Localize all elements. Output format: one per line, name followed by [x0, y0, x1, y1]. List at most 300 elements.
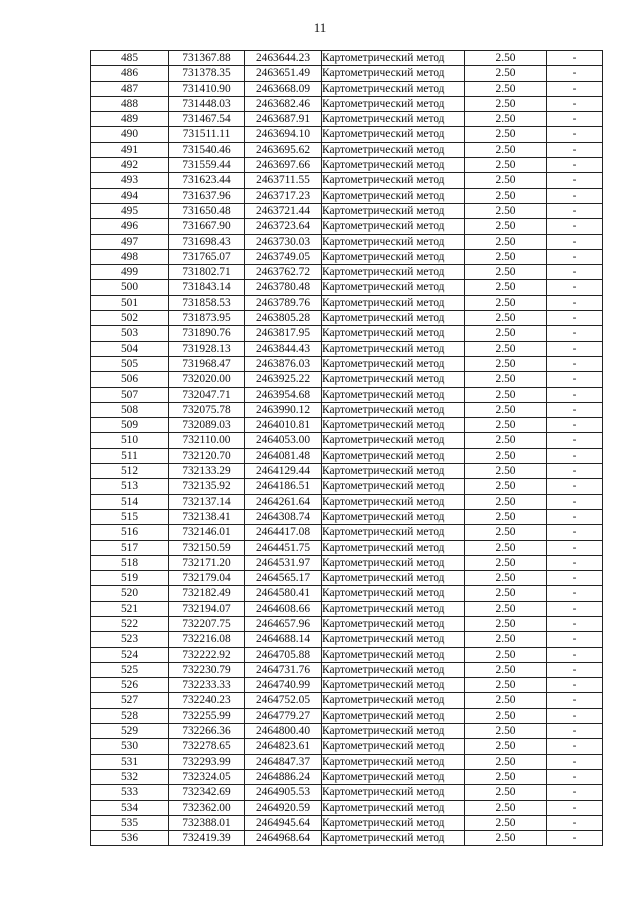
description-cell: - [547, 647, 603, 662]
x-coordinate-cell: 731540.46 [169, 142, 245, 157]
table-row [91, 785, 603, 800]
description-cell: - [547, 112, 603, 127]
table-row [91, 815, 603, 830]
table-row [91, 234, 603, 249]
accuracy-cell: 2.50 [465, 509, 547, 524]
y-coordinate-cell: 2464968.64 [245, 831, 322, 846]
table-row [91, 479, 603, 494]
description-cell: - [547, 601, 603, 616]
accuracy-cell: 2.50 [465, 66, 547, 81]
point-number-cell: 487 [91, 81, 169, 96]
table-row [91, 203, 603, 218]
point-number-cell: 493 [91, 173, 169, 188]
table-row [91, 127, 603, 142]
y-coordinate-cell: 2463687.91 [245, 112, 322, 127]
method-cell: Картометрический метод [322, 632, 465, 647]
point-number-cell: 508 [91, 402, 169, 417]
table-row [91, 800, 603, 815]
point-number-cell: 525 [91, 662, 169, 677]
x-coordinate-cell: 732278.65 [169, 739, 245, 754]
table-row [91, 724, 603, 739]
description-cell: - [547, 127, 603, 142]
method-cell: Картометрический метод [322, 265, 465, 280]
accuracy-cell: 2.50 [465, 326, 547, 341]
method-cell: Картометрический метод [322, 831, 465, 846]
x-coordinate-cell: 731559.44 [169, 158, 245, 173]
table-row [91, 678, 603, 693]
description-cell: - [547, 387, 603, 402]
accuracy-cell: 2.50 [465, 341, 547, 356]
table-row [91, 831, 603, 846]
x-coordinate-cell: 732075.78 [169, 402, 245, 417]
accuracy-cell: 2.50 [465, 586, 547, 601]
y-coordinate-cell: 2463723.64 [245, 219, 322, 234]
method-cell: Картометрический метод [322, 326, 465, 341]
y-coordinate-cell: 2464608.66 [245, 601, 322, 616]
y-coordinate-cell: 2464920.59 [245, 800, 322, 815]
accuracy-cell: 2.50 [465, 540, 547, 555]
x-coordinate-cell: 732182.49 [169, 586, 245, 601]
table-row [91, 66, 603, 81]
description-cell: - [547, 525, 603, 540]
method-cell: Картометрический метод [322, 142, 465, 157]
accuracy-cell: 2.50 [465, 693, 547, 708]
point-number-cell: 527 [91, 693, 169, 708]
y-coordinate-cell: 2464945.64 [245, 815, 322, 830]
x-coordinate-cell: 731410.90 [169, 81, 245, 96]
x-coordinate-cell: 731698.43 [169, 234, 245, 249]
y-coordinate-cell: 2463789.76 [245, 295, 322, 310]
description-cell: - [547, 571, 603, 586]
description-cell: - [547, 616, 603, 631]
x-coordinate-cell: 731367.88 [169, 51, 245, 66]
y-coordinate-cell: 2463954.68 [245, 387, 322, 402]
point-number-cell: 516 [91, 525, 169, 540]
description-cell: - [547, 51, 603, 66]
method-cell: Картометрический метод [322, 724, 465, 739]
table-row [91, 387, 603, 402]
accuracy-cell: 2.50 [465, 372, 547, 387]
y-coordinate-cell: 2464417.08 [245, 525, 322, 540]
method-cell: Картометрический метод [322, 188, 465, 203]
description-cell: - [547, 754, 603, 769]
accuracy-cell: 2.50 [465, 127, 547, 142]
point-number-cell: 511 [91, 448, 169, 463]
table-row [91, 51, 603, 66]
x-coordinate-cell: 731765.07 [169, 249, 245, 264]
x-coordinate-cell: 732293.99 [169, 754, 245, 769]
point-number-cell: 536 [91, 831, 169, 846]
x-coordinate-cell: 731511.11 [169, 127, 245, 142]
description-cell: - [547, 203, 603, 218]
accuracy-cell: 2.50 [465, 678, 547, 693]
method-cell: Картометрический метод [322, 311, 465, 326]
point-number-cell: 502 [91, 311, 169, 326]
accuracy-cell: 2.50 [465, 555, 547, 570]
method-cell: Картометрический метод [322, 372, 465, 387]
description-cell: - [547, 418, 603, 433]
y-coordinate-cell: 2463730.03 [245, 234, 322, 249]
x-coordinate-cell: 732150.59 [169, 540, 245, 555]
table-row [91, 769, 603, 784]
description-cell: - [547, 448, 603, 463]
description-cell: - [547, 311, 603, 326]
y-coordinate-cell: 2464565.17 [245, 571, 322, 586]
method-cell: Картометрический метод [322, 494, 465, 509]
table-row [91, 295, 603, 310]
description-cell: - [547, 249, 603, 264]
point-number-cell: 526 [91, 678, 169, 693]
accuracy-cell: 2.50 [465, 831, 547, 846]
x-coordinate-cell: 731928.13 [169, 341, 245, 356]
accuracy-cell: 2.50 [465, 647, 547, 662]
table-row [91, 280, 603, 295]
x-coordinate-cell: 731890.76 [169, 326, 245, 341]
accuracy-cell: 2.50 [465, 387, 547, 402]
method-cell: Картометрический метод [322, 479, 465, 494]
accuracy-cell: 2.50 [465, 142, 547, 157]
point-number-cell: 509 [91, 418, 169, 433]
description-cell: - [547, 464, 603, 479]
table-row [91, 647, 603, 662]
accuracy-cell: 2.50 [465, 739, 547, 754]
accuracy-cell: 2.50 [465, 188, 547, 203]
method-cell: Картометрический метод [322, 464, 465, 479]
x-coordinate-cell: 732342.69 [169, 785, 245, 800]
y-coordinate-cell: 2464731.76 [245, 662, 322, 677]
description-cell: - [547, 81, 603, 96]
method-cell: Картометрический метод [322, 356, 465, 371]
method-cell: Картометрический метод [322, 341, 465, 356]
x-coordinate-cell: 732089.03 [169, 418, 245, 433]
accuracy-cell: 2.50 [465, 754, 547, 769]
description-cell: - [547, 678, 603, 693]
accuracy-cell: 2.50 [465, 280, 547, 295]
point-number-cell: 506 [91, 372, 169, 387]
method-cell: Картометрический метод [322, 433, 465, 448]
point-number-cell: 522 [91, 616, 169, 631]
accuracy-cell: 2.50 [465, 525, 547, 540]
x-coordinate-cell: 731968.47 [169, 356, 245, 371]
method-cell: Картометрический метод [322, 555, 465, 570]
accuracy-cell: 2.50 [465, 173, 547, 188]
y-coordinate-cell: 2464308.74 [245, 509, 322, 524]
accuracy-cell: 2.50 [465, 311, 547, 326]
point-number-cell: 512 [91, 464, 169, 479]
table-row [91, 402, 603, 417]
description-cell: - [547, 785, 603, 800]
description-cell: - [547, 540, 603, 555]
point-number-cell: 500 [91, 280, 169, 295]
point-number-cell: 518 [91, 555, 169, 570]
accuracy-cell: 2.50 [465, 96, 547, 111]
table-row [91, 555, 603, 570]
point-number-cell: 514 [91, 494, 169, 509]
y-coordinate-cell: 2463721.44 [245, 203, 322, 218]
x-coordinate-cell: 731467.54 [169, 112, 245, 127]
description-cell: - [547, 280, 603, 295]
coordinates-table [90, 50, 603, 846]
table-row [91, 708, 603, 723]
table-row [91, 494, 603, 509]
x-coordinate-cell: 732146.01 [169, 525, 245, 540]
y-coordinate-cell: 2464740.99 [245, 678, 322, 693]
x-coordinate-cell: 732362.00 [169, 800, 245, 815]
y-coordinate-cell: 2463668.09 [245, 81, 322, 96]
x-coordinate-cell: 731623.44 [169, 173, 245, 188]
point-number-cell: 515 [91, 509, 169, 524]
method-cell: Картометрический метод [322, 127, 465, 142]
x-coordinate-cell: 732120.70 [169, 448, 245, 463]
y-coordinate-cell: 2463749.05 [245, 249, 322, 264]
point-number-cell: 503 [91, 326, 169, 341]
y-coordinate-cell: 2464657.96 [245, 616, 322, 631]
point-number-cell: 519 [91, 571, 169, 586]
point-number-cell: 485 [91, 51, 169, 66]
x-coordinate-cell: 732255.99 [169, 708, 245, 723]
method-cell: Картометрический метод [322, 295, 465, 310]
accuracy-cell: 2.50 [465, 571, 547, 586]
point-number-cell: 497 [91, 234, 169, 249]
accuracy-cell: 2.50 [465, 265, 547, 280]
point-number-cell: 494 [91, 188, 169, 203]
point-number-cell: 530 [91, 739, 169, 754]
x-coordinate-cell: 731843.14 [169, 280, 245, 295]
method-cell: Картометрический метод [322, 234, 465, 249]
x-coordinate-cell: 731802.71 [169, 265, 245, 280]
method-cell: Картометрический метод [322, 785, 465, 800]
x-coordinate-cell: 731637.96 [169, 188, 245, 203]
description-cell: - [547, 693, 603, 708]
accuracy-cell: 2.50 [465, 448, 547, 463]
description-cell: - [547, 295, 603, 310]
table-row [91, 662, 603, 677]
method-cell: Картометрический метод [322, 81, 465, 96]
description-cell: - [547, 234, 603, 249]
x-coordinate-cell: 732222.92 [169, 647, 245, 662]
x-coordinate-cell: 732324.05 [169, 769, 245, 784]
x-coordinate-cell: 732207.75 [169, 616, 245, 631]
method-cell: Картометрический метод [322, 158, 465, 173]
description-cell: - [547, 479, 603, 494]
description-cell: - [547, 815, 603, 830]
table-row [91, 372, 603, 387]
method-cell: Картометрический метод [322, 616, 465, 631]
y-coordinate-cell: 2464823.61 [245, 739, 322, 754]
accuracy-cell: 2.50 [465, 158, 547, 173]
accuracy-cell: 2.50 [465, 769, 547, 784]
point-number-cell: 504 [91, 341, 169, 356]
method-cell: Картометрический метод [322, 66, 465, 81]
method-cell: Картометрический метод [322, 662, 465, 677]
table-row [91, 158, 603, 173]
description-cell: - [547, 326, 603, 341]
method-cell: Картометрический метод [322, 678, 465, 693]
point-number-cell: 495 [91, 203, 169, 218]
method-cell: Картометрический метод [322, 800, 465, 815]
point-number-cell: 513 [91, 479, 169, 494]
point-number-cell: 501 [91, 295, 169, 310]
accuracy-cell: 2.50 [465, 800, 547, 815]
table-row [91, 265, 603, 280]
y-coordinate-cell: 2463805.28 [245, 311, 322, 326]
accuracy-cell: 2.50 [465, 219, 547, 234]
x-coordinate-cell: 732388.01 [169, 815, 245, 830]
point-number-cell: 488 [91, 96, 169, 111]
page-number: 11 [313, 20, 327, 35]
accuracy-cell: 2.50 [465, 51, 547, 66]
point-number-cell: 517 [91, 540, 169, 555]
y-coordinate-cell: 2464800.40 [245, 724, 322, 739]
method-cell: Картометрический метод [322, 96, 465, 111]
description-cell: - [547, 708, 603, 723]
point-number-cell: 528 [91, 708, 169, 723]
description-cell: - [547, 173, 603, 188]
x-coordinate-cell: 732047.71 [169, 387, 245, 402]
x-coordinate-cell: 731873.95 [169, 311, 245, 326]
x-coordinate-cell: 732110.00 [169, 433, 245, 448]
accuracy-cell: 2.50 [465, 402, 547, 417]
y-coordinate-cell: 2464129.44 [245, 464, 322, 479]
y-coordinate-cell: 2464186.51 [245, 479, 322, 494]
point-number-cell: 498 [91, 249, 169, 264]
method-cell: Картометрический метод [322, 754, 465, 769]
method-cell: Картометрический метод [322, 708, 465, 723]
table-row [91, 754, 603, 769]
description-cell: - [547, 265, 603, 280]
description-cell: - [547, 402, 603, 417]
y-coordinate-cell: 2463717.23 [245, 188, 322, 203]
y-coordinate-cell: 2464847.37 [245, 754, 322, 769]
method-cell: Картометрический метод [322, 693, 465, 708]
method-cell: Картометрический метод [322, 601, 465, 616]
table-row [91, 586, 603, 601]
point-number-cell: 534 [91, 800, 169, 815]
x-coordinate-cell: 731667.90 [169, 219, 245, 234]
table-row [91, 448, 603, 463]
accuracy-cell: 2.50 [465, 234, 547, 249]
point-number-cell: 520 [91, 586, 169, 601]
table-row [91, 142, 603, 157]
y-coordinate-cell: 2463844.43 [245, 341, 322, 356]
description-cell: - [547, 739, 603, 754]
description-cell: - [547, 341, 603, 356]
point-number-cell: 486 [91, 66, 169, 81]
accuracy-cell: 2.50 [465, 601, 547, 616]
point-number-cell: 521 [91, 601, 169, 616]
description-cell: - [547, 800, 603, 815]
table-row [91, 311, 603, 326]
point-number-cell: 510 [91, 433, 169, 448]
x-coordinate-cell: 731858.53 [169, 295, 245, 310]
method-cell: Картометрический метод [322, 402, 465, 417]
y-coordinate-cell: 2464081.48 [245, 448, 322, 463]
accuracy-cell: 2.50 [465, 662, 547, 677]
description-cell: - [547, 632, 603, 647]
accuracy-cell: 2.50 [465, 815, 547, 830]
accuracy-cell: 2.50 [465, 203, 547, 218]
point-number-cell: 496 [91, 219, 169, 234]
x-coordinate-cell: 732266.36 [169, 724, 245, 739]
x-coordinate-cell: 732020.00 [169, 372, 245, 387]
accuracy-cell: 2.50 [465, 112, 547, 127]
accuracy-cell: 2.50 [465, 249, 547, 264]
method-cell: Картометрический метод [322, 739, 465, 754]
description-cell: - [547, 724, 603, 739]
y-coordinate-cell: 2464688.14 [245, 632, 322, 647]
accuracy-cell: 2.50 [465, 356, 547, 371]
accuracy-cell: 2.50 [465, 785, 547, 800]
x-coordinate-cell: 732216.08 [169, 632, 245, 647]
y-coordinate-cell: 2463762.72 [245, 265, 322, 280]
description-cell: - [547, 158, 603, 173]
point-number-cell: 533 [91, 785, 169, 800]
description-cell: - [547, 831, 603, 846]
point-number-cell: 489 [91, 112, 169, 127]
x-coordinate-cell: 732171.20 [169, 555, 245, 570]
accuracy-cell: 2.50 [465, 494, 547, 509]
method-cell: Картометрический метод [322, 387, 465, 402]
point-number-cell: 524 [91, 647, 169, 662]
method-cell: Картометрический метод [322, 219, 465, 234]
y-coordinate-cell: 2463925.22 [245, 372, 322, 387]
y-coordinate-cell: 2464580.41 [245, 586, 322, 601]
y-coordinate-cell: 2463990.12 [245, 402, 322, 417]
point-number-cell: 490 [91, 127, 169, 142]
table-row [91, 356, 603, 371]
description-cell: - [547, 356, 603, 371]
description-cell: - [547, 555, 603, 570]
x-coordinate-cell: 732133.29 [169, 464, 245, 479]
y-coordinate-cell: 2463711.55 [245, 173, 322, 188]
method-cell: Картометрический метод [322, 51, 465, 66]
accuracy-cell: 2.50 [465, 479, 547, 494]
accuracy-cell: 2.50 [465, 724, 547, 739]
table-row [91, 616, 603, 631]
point-number-cell: 531 [91, 754, 169, 769]
table-row [91, 326, 603, 341]
description-cell: - [547, 662, 603, 677]
y-coordinate-cell: 2463817.95 [245, 326, 322, 341]
table-row [91, 81, 603, 96]
y-coordinate-cell: 2464905.53 [245, 785, 322, 800]
method-cell: Картометрический метод [322, 586, 465, 601]
x-coordinate-cell: 732137.14 [169, 494, 245, 509]
x-coordinate-cell: 732230.79 [169, 662, 245, 677]
table-row [91, 571, 603, 586]
table-row [91, 112, 603, 127]
x-coordinate-cell: 731650.48 [169, 203, 245, 218]
y-coordinate-cell: 2464451.75 [245, 540, 322, 555]
point-number-cell: 529 [91, 724, 169, 739]
method-cell: Картометрический метод [322, 203, 465, 218]
x-coordinate-cell: 731448.03 [169, 96, 245, 111]
y-coordinate-cell: 2463780.48 [245, 280, 322, 295]
accuracy-cell: 2.50 [465, 708, 547, 723]
method-cell: Картометрический метод [322, 571, 465, 586]
method-cell: Картометрический метод [322, 540, 465, 555]
description-cell: - [547, 509, 603, 524]
table-row [91, 540, 603, 555]
accuracy-cell: 2.50 [465, 295, 547, 310]
description-cell: - [547, 494, 603, 509]
y-coordinate-cell: 2464531.97 [245, 555, 322, 570]
table-row [91, 739, 603, 754]
point-number-cell: 535 [91, 815, 169, 830]
y-coordinate-cell: 2463644.23 [245, 51, 322, 66]
accuracy-cell: 2.50 [465, 632, 547, 647]
description-cell: - [547, 96, 603, 111]
